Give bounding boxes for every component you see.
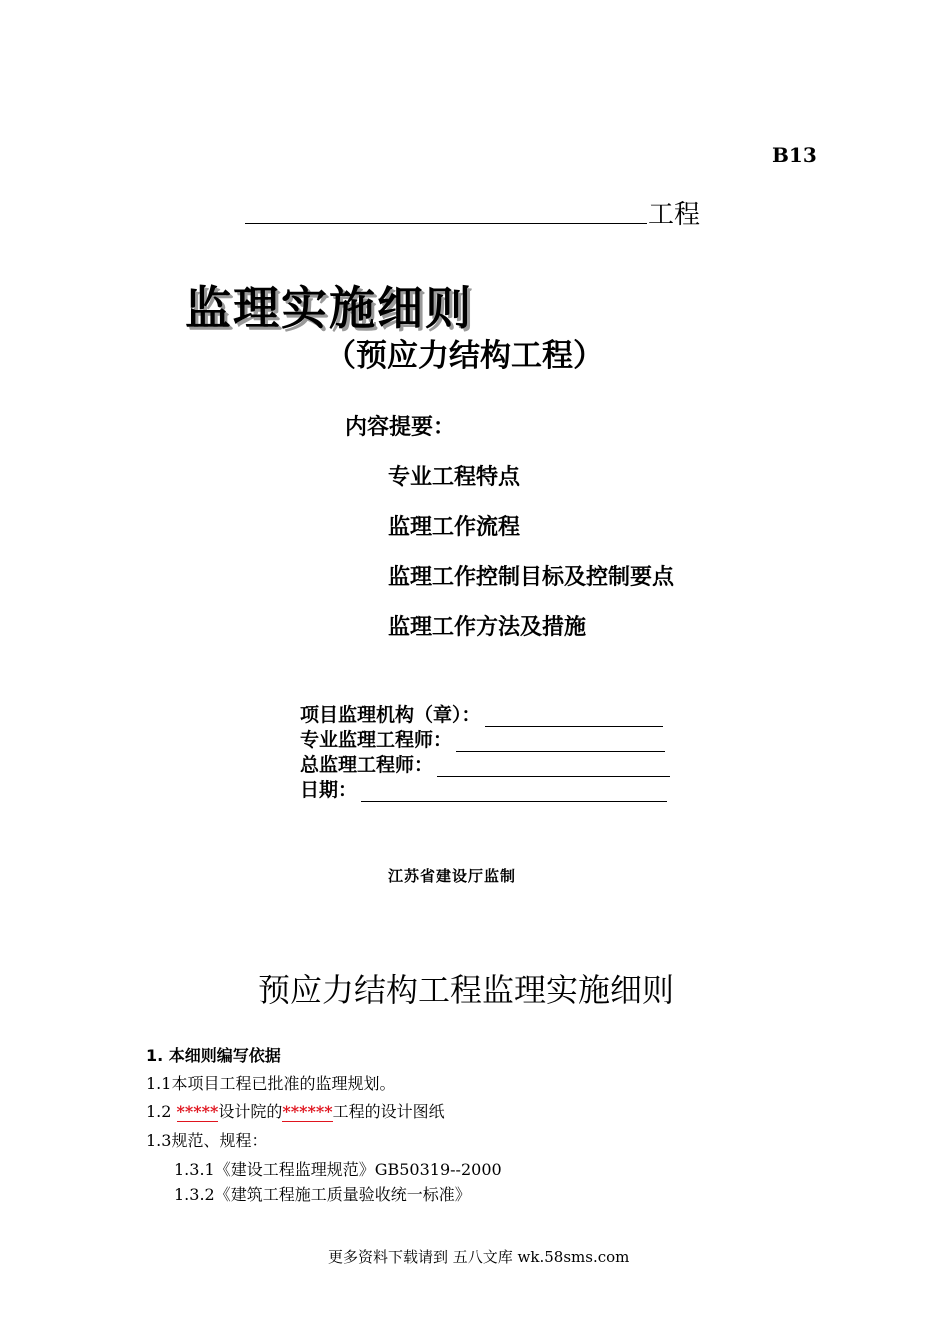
cover-main-title: 监理实施细则 xyxy=(185,281,473,335)
sign-field-date xyxy=(300,775,667,802)
clause-1-3: 1.3规范、规程： xyxy=(146,1131,268,1150)
summary-item: 监理工作方法及措施 xyxy=(388,615,587,640)
footer-text: 更多资料下载请到 五八文库 wk.58sms.com xyxy=(328,1248,630,1266)
sign-field-specialist xyxy=(300,725,665,752)
project-suffix: 工程 xyxy=(648,200,701,230)
clause-text: 1.2 xyxy=(146,1102,177,1121)
project-name-blank xyxy=(245,222,647,224)
placeholder-mark: ****** xyxy=(282,1102,333,1121)
clause-1-1: 1.1本项目工程已批准的监理规划。 xyxy=(146,1074,396,1093)
sign-field-label: 日期： xyxy=(300,779,358,801)
summary-heading: 内容提要： xyxy=(345,415,456,440)
sign-field-blank xyxy=(361,783,667,802)
summary-item: 监理工作流程 xyxy=(388,515,521,540)
summary-item: 专业工程特点 xyxy=(388,465,521,490)
summary-item: 监理工作控制目标及控制要点 xyxy=(388,565,675,590)
clause-1-2 xyxy=(146,1099,445,1122)
sign-field-organization xyxy=(300,700,663,727)
clause-1-3-2: 1.3.2《建筑工程施工质量验收统一标准》 xyxy=(174,1185,471,1204)
sign-field-label: 专业监理工程师： xyxy=(300,729,453,751)
sign-field-label: 总监理工程师： xyxy=(300,754,434,776)
document-title: 预应力结构工程监理实施细则 xyxy=(258,971,675,1009)
issuer-label: 江苏省建设厅监制 xyxy=(388,867,517,885)
section-heading: 1. 本细则编写依据 xyxy=(146,1046,281,1065)
placeholder-mark: ***** xyxy=(176,1102,219,1121)
cover-sub-title: （预应力结构工程） xyxy=(325,338,604,374)
clause-text: 设计院的 xyxy=(218,1102,283,1121)
form-code: B13 xyxy=(772,143,817,167)
sign-field-chief xyxy=(300,750,670,777)
clause-text: 工程的设计图纸 xyxy=(332,1102,445,1121)
sign-field-label: 项目监理机构（章）： xyxy=(300,704,481,726)
clause-1-3-1: 1.3.1《建设工程监理规范》GB50319--2000 xyxy=(174,1160,502,1179)
